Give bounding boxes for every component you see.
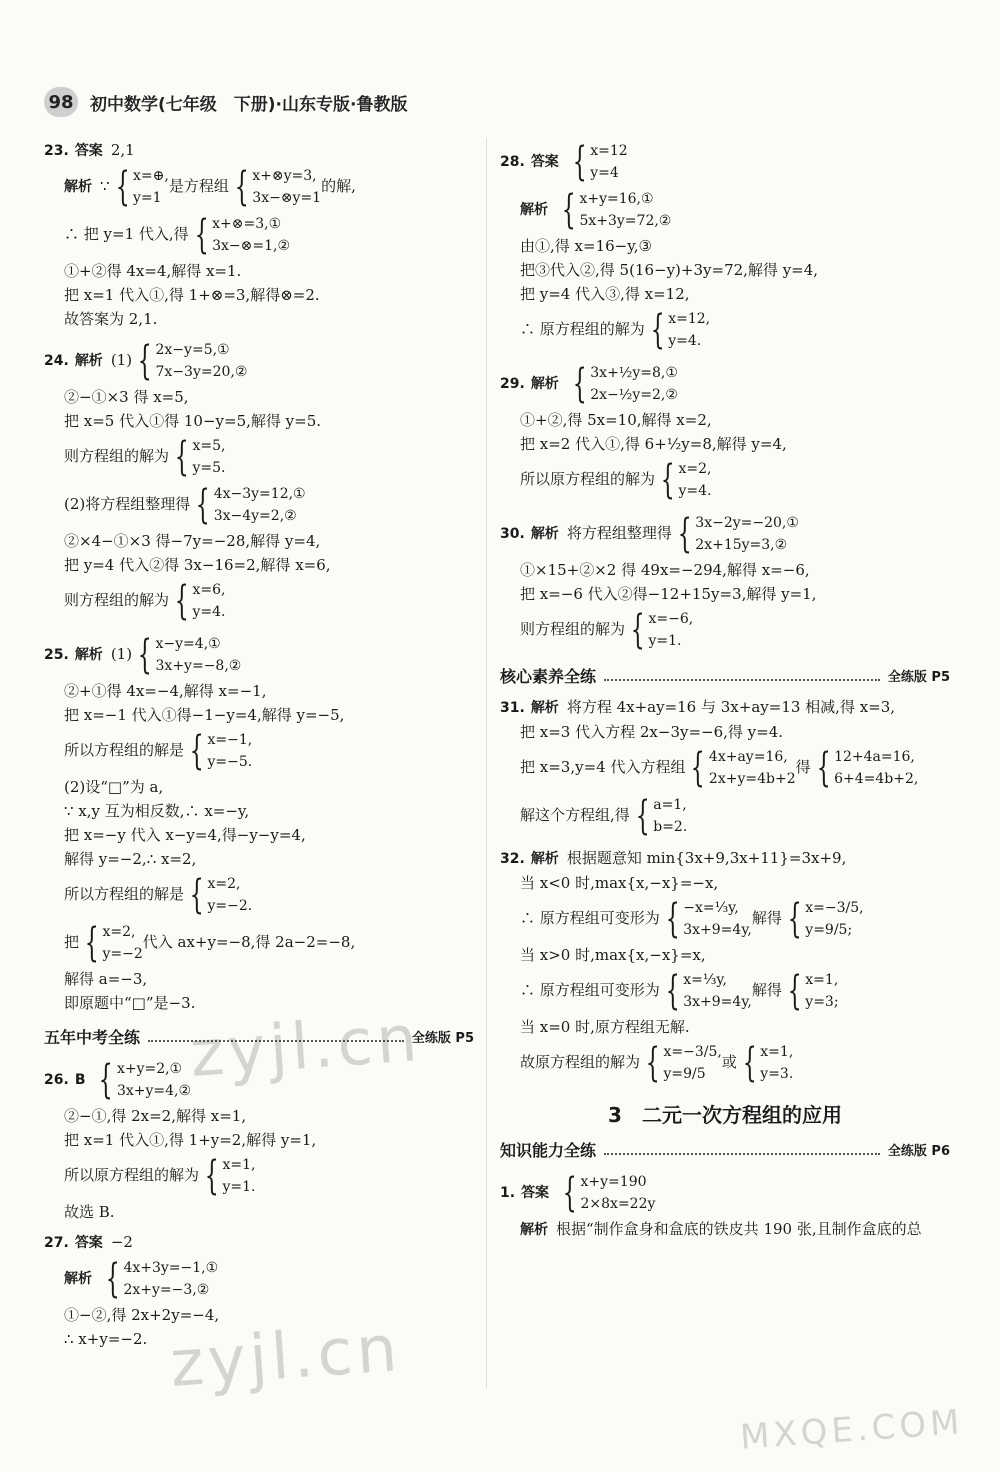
text-line: 解得 y=−2,∴ x=2, [64,850,197,868]
eq: x+y=16,① [579,191,654,207]
text: 解得 [751,981,782,999]
eq: 5x+3y=72,② [579,213,672,229]
text-line: (2)设“□”为 a, [64,778,164,796]
equation-system: { x=5, y=5. [174,434,226,480]
text-line: 把 x=1 代入①,得 1+⊗=3,解得⊗=2. [64,286,320,304]
question-number: 32. [500,851,525,867]
text-line: ∵ x,y 互为相反数,∴ x=−y, [64,802,250,820]
text: 所以方程组的解是 [64,885,185,903]
question-24 [44,337,474,625]
eq: x=1, [805,972,839,988]
eq: 2x−y=5,① [155,342,230,358]
answer-label: 答案 [521,1185,550,1201]
equation-system: { x=1, y=1. [204,1153,256,1199]
eq: 3x−⊗=1,② [212,238,291,254]
text: 则方程组的解为 [64,591,170,609]
eq: 3x−⊗y=1 [252,190,322,206]
text: 根据“制作盒身和盒底的铁皮共 190 张,且制作盒底的总 [556,1220,922,1238]
text: ∴ 原方程组可变形为 [520,909,660,927]
watermark: MXQE.COM [738,1402,965,1458]
eq: y=−5. [207,754,253,770]
analysis-label: 解析 [64,1271,92,1287]
text: 得 [795,758,811,776]
watermark: zyjl.cn [167,1312,404,1402]
equation-system: { x=−1, y=−5. [189,728,253,774]
eq: y=1 [133,190,162,206]
text: 的解, [321,177,356,195]
equation-system: { 4x−3y=12,① 3x−4y=2,② [195,482,306,528]
text-line: ②+①得 4x=−4,解得 x=−1, [64,682,267,700]
analysis-label: 解析 [520,202,548,218]
analysis-label: 解析 [530,700,559,716]
equation-system: { x+⊗=3,① 3x−⊗=1,② [194,212,291,258]
equation-system: { x=⊕, y=1 [115,164,169,210]
text-line: 把 x=−6 代入②得−12+15y=3,解得 y=1, [520,585,817,603]
text-line: ②×4−①×3 得−7y=−28,解得 y=4, [64,532,321,550]
eq: 3x+y=−8,② [155,658,242,674]
text-line: 当 x=0 时,原方程组无解. [520,1018,690,1036]
equation-system: { −x=⅓y, 3x+9=4y, [665,896,752,942]
equation-system: { x=12, y=4. [650,307,711,353]
question-31 [500,695,950,840]
eq: x=−3/5, [805,900,864,916]
text: 故原方程组的解为 [520,1053,641,1071]
section-header-knowledge [500,1138,950,1161]
section-ref: 全练版 P5 [411,1031,474,1046]
text-line: 把③代入②,得 5(16−y)+3y=72,解得 y=4, [520,261,819,279]
text-line: 由①,得 x=16−y,③ [520,237,652,255]
question-number: 25. [44,647,69,663]
analysis-label: 解析 [530,376,559,392]
text: (1) [110,645,133,663]
text-line: 故选 B. [64,1203,115,1221]
answer-value: −2 [110,1233,133,1251]
eq: y=1. [222,1179,256,1195]
text: ∴ 把 y=1 代入,得 [64,225,189,243]
equation-system: { 2x−y=5,① 7x−3y=20,② [137,338,248,384]
eq: 4x+3y=−1,① [123,1260,219,1276]
dotted-leader [604,1153,880,1155]
book-title: 初中数学(七年级 下册)·山东专版·鲁教版 [90,94,408,115]
section-header-core [500,664,950,687]
eq: y=5. [192,460,226,476]
text-line: 把 x=−1 代入①得−1−y=4,解得 y=−5, [64,706,345,724]
text: (2)将方程组整理得 [64,495,191,513]
equation-system: { x+y=190 2×8x=22y [562,1170,656,1216]
eq: x=⊕, [133,168,169,184]
question-32 [500,846,950,1087]
eq: 3x+½y=8,① [590,365,678,381]
equation-system: { x=1, y=3; [787,968,839,1014]
question-number: 28. [500,154,525,170]
eq: y=1. [648,633,682,649]
analysis-label: 解析 [530,851,559,867]
text-line: 当 x>0 时,max{x,−x}=x, [520,946,706,964]
eq: 3x+9=4y, [683,994,752,1010]
text: ∵ [100,177,110,195]
eq: x−y=4,① [155,636,221,652]
text: (1) [110,351,133,369]
eq: x=−3/5, [663,1044,722,1060]
equation-system: { x=−3/5, y=9/5; [787,896,864,942]
text: 所以原方程组的解为 [64,1166,200,1184]
question-number: 27. [44,1235,69,1251]
equation-system: { x=6, y=4. [174,578,226,624]
question-30 [500,510,950,654]
equation-system: { x+⊗y=3, 3x−⊗y=1 [234,164,322,210]
question-number: 24. [44,353,69,369]
eq: 2x−½y=2,② [590,387,678,403]
text-line: ①+②得 4x=4,解得 x=1. [64,262,242,280]
watermark: zyjl.cn [187,1002,424,1092]
equation-system: { x=2, y=−2 [84,920,143,966]
equation-system: { 3x−2y=−20,① 2x+15y=3,② [677,511,799,557]
equation-system: { 4x+3y=−1,① 2x+y=−3,② [105,1256,219,1302]
text-line: 把 x=1 代入①,得 1+y=2,解得 y=1, [64,1131,317,1149]
eq: x=⅓y, [683,972,727,988]
analysis-label: 解析 [74,353,103,369]
text-line: 把 x=3 代入方程 2x−3y=−6,得 y=4. [520,723,784,741]
eq: y=−2 [102,946,143,962]
text-line: 把 y=4 代入②得 3x−16=2,解得 x=6, [64,556,331,574]
eq: 3x+y=4,② [116,1083,192,1099]
eq: y=4. [678,483,712,499]
text: 所以原方程组的解为 [520,470,656,488]
text-line: 即原题中“□”是−3. [64,994,196,1012]
eq: 7x−3y=20,② [155,364,248,380]
text-line: ∴ x+y=−2. [64,1330,148,1348]
equation-system: { x−y=4,① 3x+y=−8,② [137,632,242,678]
eq: y=4 [590,165,619,181]
analysis-label: 解析 [74,647,103,663]
eq: x=12 [590,143,628,159]
section-title: 五年中考全练 [44,1028,141,1047]
text-line: ①+②,得 5x=10,解得 x=2, [520,411,712,429]
eq: x=2, [678,461,712,477]
eq: y=4. [192,604,226,620]
section-ref: 全练版 P5 [887,670,950,685]
question-number: 26. [44,1072,69,1088]
text: 则方程组的解为 [520,620,626,638]
equation-system: { x+y=16,① 5x+3y=72,② [561,187,672,233]
eq: 4x−3y=12,① [213,486,306,502]
question-1 [500,1169,950,1242]
eq: 6+4=4b+2, [834,771,919,787]
text-line: 当 x<0 时,max{x,−x}=−x, [520,874,719,892]
question-28 [500,138,950,354]
answer-value: B [74,1072,86,1088]
text-line: 把 x=2 代入①,得 6+½y=8,解得 y=4, [520,435,787,453]
eq: −x=⅓y, [683,900,739,916]
equation-system: { 12+4a=16, 6+4=4b+2, [816,745,919,791]
eq: 2x+15y=3,② [695,537,788,553]
question-29 [500,360,950,504]
chapter-title: 3 二元一次方程组的应用 [608,1103,842,1127]
text: ∴ 原方程组可变形为 [520,981,660,999]
eq: y=9/5; [805,922,853,938]
eq: y=−2. [207,898,253,914]
analysis-label: 解析 [520,1222,548,1238]
eq: x=5, [192,438,226,454]
text: 所以方程组的解是 [64,741,185,759]
text: 代入 ax+y=−8,得 2a−2=−8, [142,933,356,951]
question-number: 23. [44,143,69,159]
section-title: 核心素养全练 [500,667,597,686]
equation-system: { x=12 y=4 [572,139,628,185]
text: 解这个方程组,得 [520,806,630,824]
text-line: 解得 a=−3, [64,970,148,988]
text-line: 把 x=5 代入①得 10−y=5,解得 y=5. [64,412,322,430]
question-23 [44,138,474,331]
equation-system: { x+y=2,① 3x+y=4,② [99,1057,192,1103]
eq: 2x+y=−3,② [123,1282,210,1298]
eq: 3x+9=4y, [683,922,752,938]
text-line: ①−②,得 2x+2y=−4, [64,1306,220,1324]
eq: x+y=2,① [116,1061,183,1077]
eq: x=−6, [648,611,694,627]
equation-system: { x=2, y=4. [660,457,712,503]
text: 把 x=3,y=4 代入方程组 [520,758,686,776]
question-25 [44,631,474,1015]
column-divider [486,138,487,1388]
text-line: ①×15+②×2 得 49x=−294,解得 x=−6, [520,561,810,579]
equation-system: { a=1, b=2. [635,793,688,839]
text-line: 故答案为 2,1. [64,310,158,328]
analysis-label: 解析 [530,526,559,542]
text: 把 [64,933,80,951]
question-number: 31. [500,700,525,716]
eq: 3x−2y=−20,① [695,515,799,531]
text: 解得 [751,909,782,927]
question-number: 30. [500,526,525,542]
eq: 2×8x=22y [580,1196,656,1212]
question-number: 1. [500,1185,516,1201]
text: 是方程组 [168,177,229,195]
page-header [44,86,407,118]
text: 根据题意知 min{3x+9,3x+11}=3x+9, [566,849,847,867]
question-number: 29. [500,376,525,392]
text: ∴ 原方程组的解为 [520,320,645,338]
text-line: ②−①×3 得 x=5, [64,388,189,406]
equation-system: { x=2, y=−2. [189,872,253,918]
section-title: 知识能力全练 [500,1141,597,1160]
eq: a=1, [653,797,687,813]
eq: y=9/5 [663,1066,706,1082]
eq: x+y=190 [580,1174,647,1190]
text: 将方程 4x+ay=16 与 3x+ay=13 相减,得 x=3, [566,698,896,716]
text: 则方程组的解为 [64,447,170,465]
eq: 4x+ay=16, [708,749,788,765]
eq: y=4. [668,333,702,349]
eq: x=1, [760,1044,794,1060]
equation-system: { x=⅓y, 3x+9=4y, [665,968,752,1014]
answer-label: 答案 [530,154,559,170]
eq: 12+4a=16, [834,749,915,765]
equation-system: { 4x+ay=16, 2x+y=4b+2 [691,745,796,791]
text-line: ②−①,得 2x=2,解得 x=1, [64,1107,247,1125]
eq: x=12, [668,311,711,327]
eq: x=1, [222,1157,256,1173]
answer-label: 答案 [74,143,103,159]
right-column [500,138,950,1248]
text-line: 把 x=−y 代入 x−y=4,得−y−y=4, [64,826,306,844]
text-line: 把 y=4 代入③,得 x=12, [520,285,690,303]
eq: x+⊗y=3, [252,168,317,184]
answer-value: 2,1 [110,141,135,159]
eq: x+⊗=3,① [212,216,282,232]
section-ref: 全练版 P6 [887,1144,950,1159]
eq: b=2. [653,819,688,835]
text: 将方程组整理得 [566,524,672,542]
equation-system: { x=1, y=3. [742,1040,794,1086]
eq: x=2, [207,876,241,892]
analysis-label: 解析 [64,179,92,195]
equation-system: { x=−3/5, y=9/5 [645,1040,722,1086]
eq: x=6, [192,582,226,598]
text: 或 [721,1053,737,1071]
dotted-leader [604,679,880,681]
equation-system: { x=−6, y=1. [630,607,694,653]
eq: y=3; [805,994,839,1010]
eq: 3x−4y=2,② [213,508,297,524]
equation-system: { 3x+½y=8,① 2x−½y=2,② [572,361,678,407]
page-number: 98 [44,87,78,117]
eq: x=−1, [207,732,253,748]
eq: y=3. [760,1066,794,1082]
eq: 2x+y=4b+2 [708,771,796,787]
answer-label: 答案 [74,1235,103,1251]
left-column [44,138,474,1357]
eq: x=2, [102,924,136,940]
